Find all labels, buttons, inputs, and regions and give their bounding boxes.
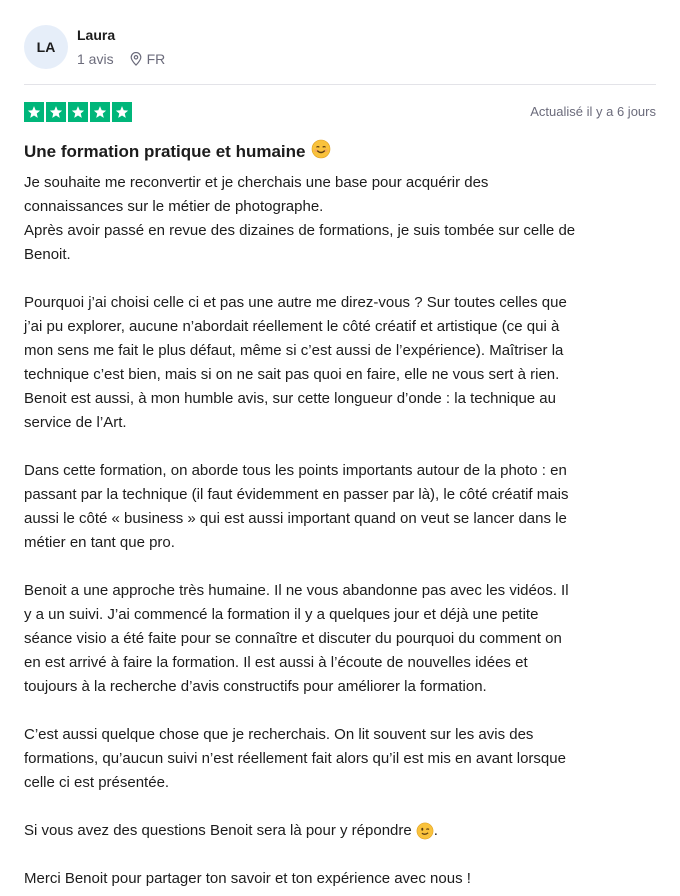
review-line-text: y a un suivi. J’ai commencé la formation il y a quelques jour et déjà une petite	[24, 606, 539, 623]
review-line-text: j’ai pu explorer, aucune n’abordait réellement le côté créatif et artistique (ce qui à	[24, 318, 560, 335]
star-icon	[112, 102, 132, 122]
review-line-text: service de l’Art.	[24, 414, 127, 431]
review-line	[24, 339, 664, 363]
review-line-text: Merci Benoit pour partager ton savoir et ton expérience avec nous !	[24, 870, 471, 887]
review-line	[24, 651, 664, 675]
review-line-text: connaissances sur le métier de photographe.	[24, 198, 324, 215]
reviewer-country: FR	[146, 51, 166, 67]
location-pin-icon	[130, 52, 142, 66]
review-line	[24, 603, 664, 627]
review-line	[24, 747, 664, 771]
star-icon	[90, 102, 110, 122]
review-line	[24, 459, 664, 483]
star-icon	[24, 102, 44, 122]
star-rating	[24, 102, 132, 122]
blank-line	[24, 267, 664, 291]
review-line-text: Benoit.	[24, 246, 71, 263]
review-line-text: formations, qu’aucun suivi n’est réellement fait alors qu’il est mis en avant lorsque	[24, 750, 566, 767]
review-line	[24, 819, 664, 843]
blank-line	[24, 435, 664, 459]
review-line-text: séance visio a été faite pour se connaître et discuter du pourquoi du comment on	[24, 630, 562, 647]
review-line	[24, 531, 664, 555]
review-line	[24, 243, 664, 267]
reviews-count: 1 avis	[77, 51, 114, 67]
review-line	[24, 771, 664, 795]
review-line-text: Après avoir passé en revue des dizaines de formations, je suis tombée sur celle de	[24, 222, 576, 239]
review-title-text: Une formation pratique et humaine	[24, 141, 306, 161]
star-icon	[46, 102, 66, 122]
review-line	[24, 579, 664, 603]
review-line-text: en est arrivé à faire la formation. Il est aussi à l’écoute de nouvelles idées et	[24, 654, 528, 671]
review-line	[24, 483, 664, 507]
review-line-text: toujours à la recherche d’avis constructifs pour améliorer la formation.	[24, 678, 487, 695]
star-icon	[68, 102, 88, 122]
blank-line	[24, 795, 664, 819]
punctuation: .	[433, 822, 438, 839]
review-line-text: passant par la technique (il faut évidemment en passer par là), le côté créatif mais	[24, 486, 569, 503]
review-line	[24, 387, 664, 411]
review-body	[24, 171, 664, 891]
review-line-text: métier en tant que pro.	[24, 534, 175, 551]
review-line-text: aussi le côté « business » qui est aussi important quand on veut se lancer dans le	[24, 510, 567, 527]
avatar[interactable]	[24, 25, 68, 69]
avatar-initials: LA	[36, 39, 56, 55]
reviewer-meta	[77, 51, 165, 67]
review-line-text: mon sens me fait le plus défaut, même si c’est aussi de l’expérience). Maîtriser la	[24, 342, 564, 359]
review-line	[24, 171, 664, 195]
review-line-text: Si vous avez des questions Benoit sera là pour y répondre	[24, 822, 412, 839]
review-line	[24, 411, 664, 435]
review-line	[24, 627, 664, 651]
review-title[interactable]	[24, 139, 331, 164]
review-line-text: technique c’est bien, mais si on ne sait pas quoi en faire, elle ne vous sert à rien.	[24, 366, 560, 383]
review-line	[24, 867, 664, 891]
review-line-text: Je souhaite me reconvertir et je cherchais une base pour acquérir des	[24, 174, 489, 191]
winking-face-icon	[416, 822, 434, 840]
reviewer-name[interactable]: Laura	[77, 27, 116, 43]
review-line	[24, 507, 664, 531]
review-line	[24, 291, 664, 315]
review-line	[24, 315, 664, 339]
review-line	[24, 723, 664, 747]
blank-line	[24, 555, 664, 579]
review-date: Actualisé il y a 6 jours	[530, 104, 656, 119]
blank-line	[24, 699, 664, 723]
review-line	[24, 195, 664, 219]
review-line-text: celle ci est présentée.	[24, 774, 170, 791]
review-line-text: Benoit a une approche très humaine. Il ne vous abandonne pas avec les vidéos. Il	[24, 582, 569, 599]
review-line	[24, 219, 664, 243]
review-line-text: Benoit est aussi, à mon humble avis, sur cette longueur d’onde : la technique au	[24, 390, 556, 407]
review-line-text: C’est aussi quelque chose que je recherchais. On lit souvent sur les avis des	[24, 726, 534, 743]
review-line-text: Pourquoi j’ai choisi celle ci et pas une autre me direz-vous ? Sur toutes celles que	[24, 294, 567, 311]
review-line	[24, 363, 664, 387]
divider	[24, 84, 656, 85]
review-line-text: Dans cette formation, on aborde tous les points importants autour de la photo : en	[24, 462, 567, 479]
smiling-face-icon	[311, 139, 331, 164]
blank-line	[24, 843, 664, 867]
review-line	[24, 675, 664, 699]
